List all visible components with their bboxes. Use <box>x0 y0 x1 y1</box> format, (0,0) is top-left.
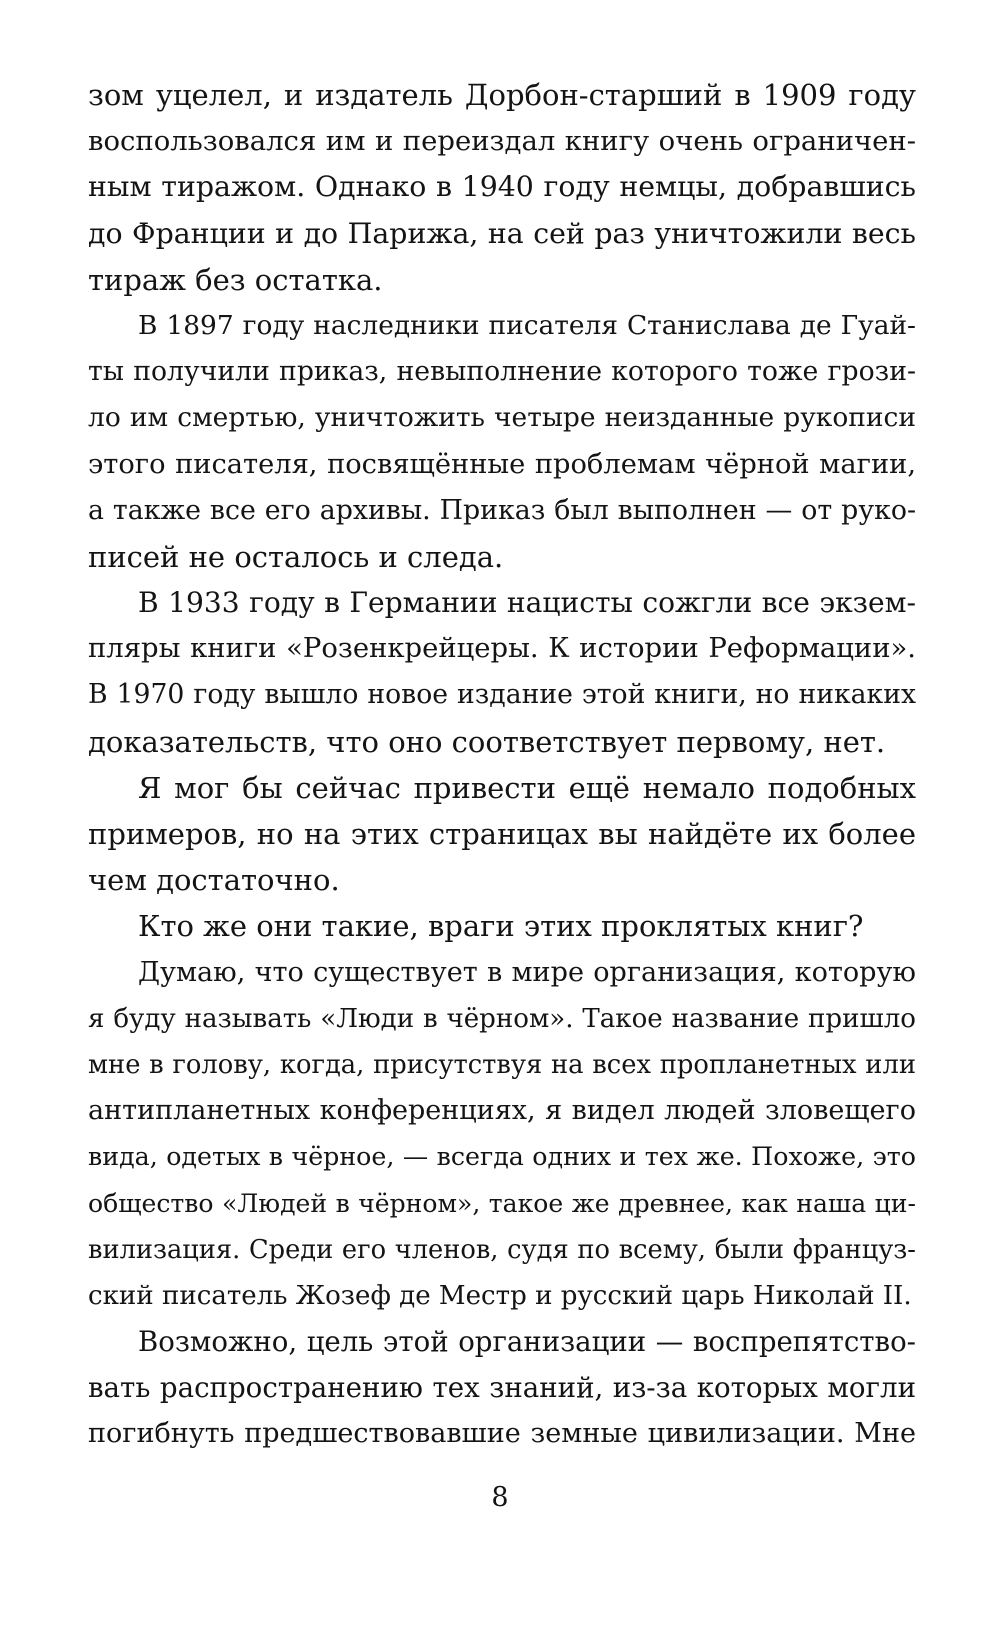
text-line: этого писателя, посвящённые проблемам чёрной магии, <box>88 448 916 480</box>
page-number: 8 <box>491 1482 509 1513</box>
text-line: писей не осталось и следа. <box>88 539 504 574</box>
text-line: примеров, но на этих страницах вы найдёте их более <box>88 817 916 851</box>
text-line: вилизация. Среди его членов, судя по всему, были француз- <box>88 1234 916 1265</box>
text-line: В 1933 году в Германии нацисты сожгли все экзем- <box>138 586 916 620</box>
text-line: чем достаточно. <box>88 863 340 898</box>
text-line: Думаю, что существует в мире организация, которую <box>138 956 916 988</box>
text-line: Кто же они такие, враги этих проклятых книг? <box>138 909 864 944</box>
text-line: воспользовался им и переиздал книгу очень ограничен- <box>88 125 916 158</box>
text-line: доказательств, что оно соответствует первому, нет. <box>88 724 886 759</box>
text-line: я буду называть «Люди в чёрном». Такое название пришло <box>88 1003 916 1034</box>
text-line: тираж без остатка. <box>88 262 383 297</box>
text-line: ский писатель Жозеф де Местр и русский царь Николай II. <box>88 1280 912 1311</box>
text-line: мне в голову, когда, присутствуя на всех пропланетных или <box>88 1049 916 1080</box>
text-line: антипланетных конференциях, я видел людей зловещего <box>88 1095 916 1127</box>
text-line: зом уцелел, и издатель Дорбон-старший в 1909 году <box>88 78 916 112</box>
text-line: ным тиражом. Однако в 1940 году немцы, добравшись <box>88 170 916 204</box>
body-text <box>88 72 916 1458</box>
text-line: а также все его архивы. Приказ был выполнен — от руко- <box>88 494 916 526</box>
text-line: Возможно, цель этой организации — воспрепятство- <box>138 1325 916 1359</box>
text-line: ты получили приказ, невыполнение которого тоже грози- <box>88 356 916 388</box>
text-line: вида, одетых в чёрное, — всегда одних и тех же. Похоже, это <box>88 1142 916 1172</box>
text-line: пляры книги «Розенкрейцеры. К истории Реформации». <box>88 633 916 665</box>
text-line: общество «Людей в чёрном», такое же древнее, как наша ци- <box>88 1188 916 1218</box>
text-line: В 1970 году вышло новое издание этой книги, но никаких <box>88 679 916 711</box>
text-line: вать распространению тех знаний, из-за которых могли <box>88 1371 916 1405</box>
text-line: В 1897 году наследники писателя Станислава де Гуай- <box>138 309 916 341</box>
text-line: погибнуть предшествовавшие земные цивилизации. Мне <box>88 1418 916 1450</box>
text-line: до Франции и до Парижа, на сей раз уничтожили весь <box>88 216 916 250</box>
text-line: ло им смертью, уничтожить четыре неизданные рукописи <box>88 402 916 434</box>
text-line: Я мог бы сейчас привести ещё немало подобных <box>138 770 916 805</box>
